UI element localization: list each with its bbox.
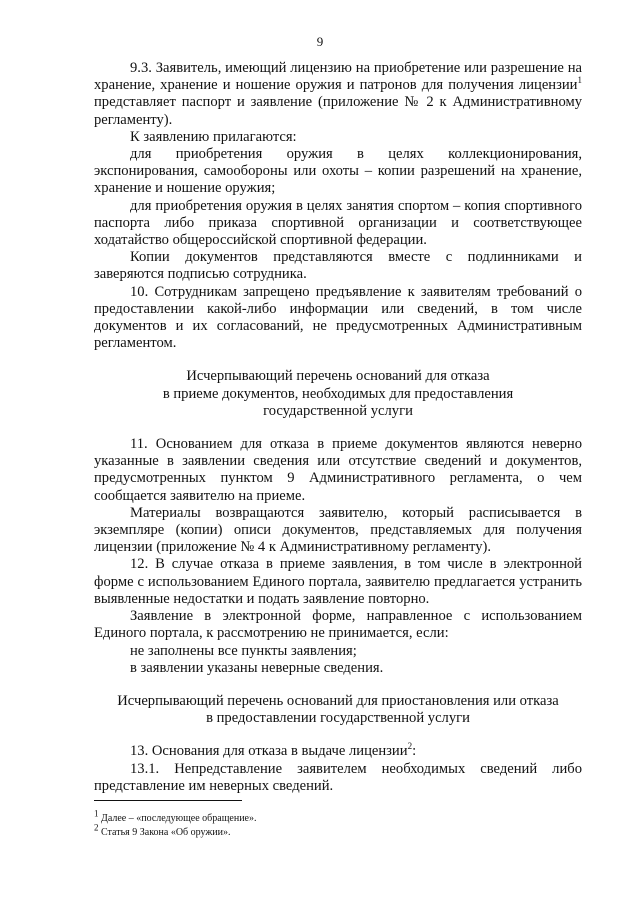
paragraph-10: 10. Сотрудникам запрещено предъявление к заявителям требований о предоставлении какой-либо информации или сведений, в том числе документов и их согласований, не предусмотренных Административным регламентом. [94, 283, 582, 352]
footnote-text: Далее – «последующее обращение». [98, 813, 257, 824]
paragraph-attachments: К заявлению прилагаются: [130, 128, 297, 145]
paragraph-13-text-b: : [412, 743, 417, 760]
paragraph-copies: Копии документов представляются вместе с подлинниками и заверяются подписью сотрудника. [94, 249, 582, 283]
paragraph-13-text-a: 13. Основания для отказа в выдаче лицензии [130, 743, 408, 760]
section-heading-refusal-line-1: Исчерпывающий перечень оснований для отказа [186, 368, 490, 385]
paragraph-9-3 [94, 60, 582, 129]
paragraph-11: 11. Основанием для отказа в приеме документов являются неверно указанные в заявлении сведения или отсутствие сведений и документов, предусмотренных пунктом 9 Административного регламента, о чем сообщается заявителю на приеме. [94, 436, 582, 504]
spacer [94, 420, 582, 428]
paragraph-9-3-text-a: 9.3. Заявитель, имеющий лицензию на приобретение или разрешение на хранение, хранение и ношение оружия и патронов для получения лицензии [94, 60, 582, 94]
footnote-2 [94, 822, 582, 840]
footnote-mark: 1 [94, 808, 99, 819]
document-body [94, 60, 582, 795]
section-heading-suspension-line-1: Исчерпывающий перечень оснований для приостановления или отказа [117, 692, 559, 709]
spacer [94, 685, 582, 693]
footnote-separator [94, 800, 242, 801]
footnotes [94, 808, 582, 840]
section-heading-refusal-line-3: государственной услуги [263, 402, 413, 419]
page-number: 9 [316, 34, 324, 49]
section-heading-suspension-line-2: в предоставлении государственной услуги [206, 710, 470, 727]
paragraph-electronic: Заявление в электронной форме, направленное с использованием Единого портала, к рассмотрению не принимается, если: [94, 608, 582, 642]
paragraph-12: 12. В случае отказа в приеме заявления, в том числе в электронной форме с использованием Единого портала, заявителю предлагается устранить выявленные недостатки и подать заявление повторно. [94, 556, 582, 607]
spacer [94, 727, 582, 735]
footnote-ref-1: 1 [577, 75, 582, 86]
footnote-1 [94, 808, 582, 826]
paragraph-materials: Материалы возвращаются заявителю, который расписывается в экземпляре (копии) описи документов, представляемых для получения лицензии (приложение № 4 к Административному регламенту). [94, 504, 582, 556]
spacer [94, 428, 582, 436]
footnote-ref-2: 2 [407, 741, 413, 752]
spacer [94, 352, 582, 360]
spacer [94, 677, 582, 685]
list-item-not-filled: не заполнены все пункты заявления; [130, 642, 357, 659]
footnote-text: Статья 9 Закона «Об оружии». [98, 827, 231, 838]
section-heading-refusal-line-2: в приеме документов, необходимых для предоставления [162, 385, 514, 402]
list-item-wrong-data: в заявлении указаны неверные сведения. [130, 659, 384, 676]
spacer [94, 360, 582, 368]
paragraph-collection: для приобретения оружия в целях коллекционирования, экспонирования, самообороны или охоты – копии разрешений на хранение, хранение и ношение оружия; [94, 146, 582, 197]
paragraph-13-1: 13.1. Непредставление заявителем необходимых сведений либо представление им неверных сведений. [94, 760, 582, 794]
footnote-mark: 2 [94, 822, 99, 833]
paragraph-9-3-text-b: представляет паспорт и заявление (приложение № 2 к Административному регламенту). [94, 94, 582, 128]
paragraph-sport: для приобретения оружия в целях занятия спортом – копия спортивного паспорта либо приказа спортивной организации и соответствующее ходатайство общероссийской спортивной федерации. [94, 197, 582, 249]
paragraph-13 [94, 743, 582, 760]
